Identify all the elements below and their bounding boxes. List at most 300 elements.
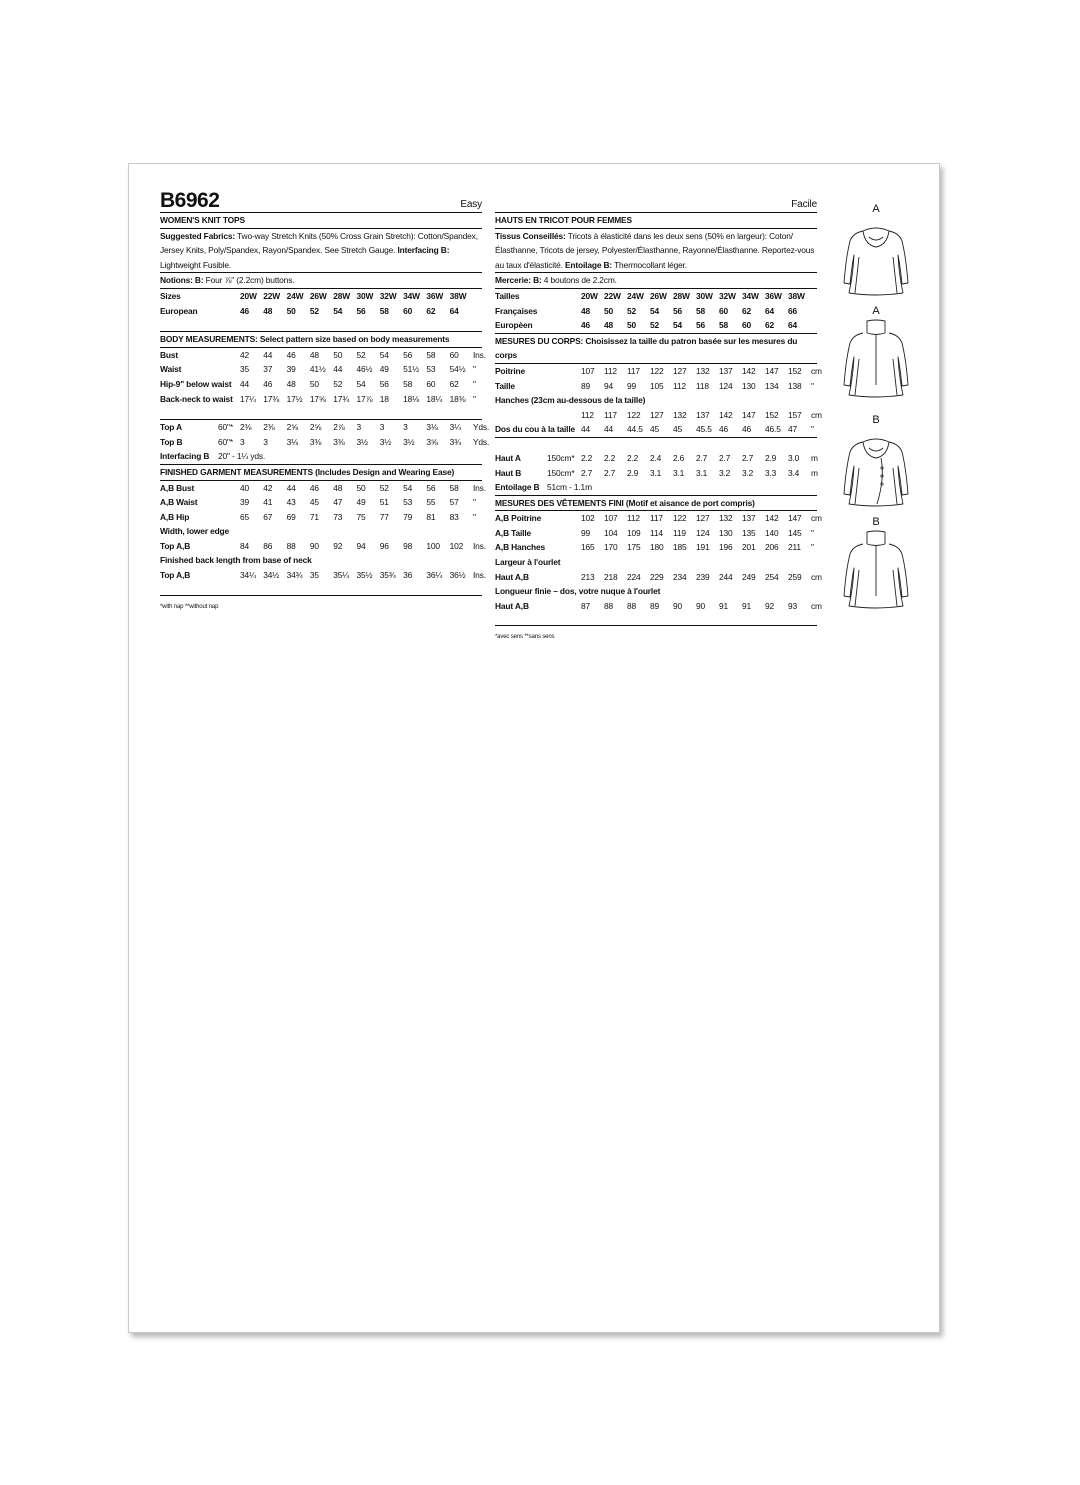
cell: 44 bbox=[286, 482, 296, 493]
unit: " bbox=[472, 393, 476, 404]
funnel-collar bbox=[867, 320, 885, 335]
cell: 3⅜ bbox=[333, 436, 345, 447]
interfacing-text: Lightweight Fusible. bbox=[160, 259, 232, 270]
cell: 92 bbox=[765, 600, 775, 611]
french-row bbox=[495, 304, 817, 319]
fabric-width: 60"* bbox=[218, 436, 233, 447]
cell: 89 bbox=[650, 600, 660, 611]
cell: 114 bbox=[650, 527, 663, 538]
row-values bbox=[581, 511, 811, 526]
cell: 60 bbox=[719, 305, 729, 316]
cell: 50 bbox=[604, 305, 614, 316]
divider bbox=[160, 583, 482, 596]
cell: 94 bbox=[356, 540, 366, 551]
cell: 206 bbox=[765, 542, 779, 553]
row-values bbox=[240, 481, 473, 496]
cell: 124 bbox=[696, 527, 710, 538]
row-label: Bust bbox=[160, 349, 179, 360]
size-chart-en bbox=[160, 289, 482, 318]
cell: 54 bbox=[379, 349, 389, 360]
cell: 137 bbox=[696, 409, 710, 420]
sizes-row bbox=[495, 289, 817, 304]
cell: 134 bbox=[765, 380, 779, 391]
unit: m bbox=[811, 452, 818, 463]
cell: 18⅛ bbox=[403, 393, 419, 404]
row-values bbox=[581, 466, 811, 481]
row-values bbox=[581, 289, 811, 304]
fabrics-paragraph-fr bbox=[495, 229, 817, 274]
cell: 2.7 bbox=[719, 452, 731, 463]
cell: 34W bbox=[742, 290, 759, 301]
cell: 17½ bbox=[286, 393, 303, 404]
yardage-fr bbox=[495, 438, 817, 496]
cell: 36¼ bbox=[426, 570, 443, 581]
cell: 35½ bbox=[356, 570, 373, 581]
cell: 127 bbox=[673, 365, 687, 376]
cell: 46 bbox=[240, 305, 250, 316]
cell: 50 bbox=[309, 378, 319, 389]
row-values bbox=[240, 377, 473, 392]
cell: 35 bbox=[240, 364, 250, 375]
cell: 90 bbox=[673, 600, 683, 611]
cell: 3½ bbox=[379, 436, 392, 447]
notions-label: Notions: B: bbox=[160, 275, 204, 286]
cell: 96 bbox=[379, 540, 389, 551]
cell: 20W bbox=[581, 290, 598, 301]
cowl-neck bbox=[863, 228, 889, 247]
interfacing-label: Interfacing B: bbox=[397, 245, 450, 256]
cell: 51 bbox=[379, 497, 389, 508]
cell: 53 bbox=[403, 497, 413, 508]
cell: 20W bbox=[240, 290, 257, 301]
cell: 142 bbox=[765, 513, 779, 524]
cell: 64 bbox=[765, 305, 775, 316]
skill-level: Easy bbox=[460, 199, 482, 210]
finished-row bbox=[160, 495, 482, 510]
cell: 3 bbox=[263, 436, 268, 447]
cell: 98 bbox=[403, 540, 413, 551]
body-row bbox=[160, 392, 482, 407]
cell: 88 bbox=[604, 600, 614, 611]
cell: 99 bbox=[581, 527, 591, 538]
row-label: A,B Hanches bbox=[495, 542, 546, 553]
view-letter: B bbox=[872, 516, 880, 528]
interfacing-row bbox=[495, 480, 817, 496]
cell: 42 bbox=[263, 482, 273, 493]
cell: 122 bbox=[673, 513, 687, 524]
row-label: Hip-9" below waist bbox=[160, 378, 232, 389]
row-values bbox=[240, 348, 473, 363]
row-label: Françaises bbox=[495, 305, 538, 316]
cell: 39 bbox=[240, 497, 250, 508]
cell: 196 bbox=[719, 542, 733, 553]
cell: 185 bbox=[673, 542, 687, 553]
cell: 135 bbox=[742, 527, 756, 538]
cell: 48 bbox=[581, 305, 591, 316]
row-values bbox=[240, 392, 473, 407]
cell: 2⅜ bbox=[263, 422, 275, 433]
cell: 3⅛ bbox=[426, 422, 438, 433]
row-values bbox=[240, 495, 473, 510]
cell: 17⅝ bbox=[309, 393, 326, 404]
princess-seams bbox=[855, 468, 897, 504]
cell: 3.1 bbox=[696, 467, 708, 478]
finished-measurements-en bbox=[160, 481, 486, 583]
cell: 2.6 bbox=[673, 452, 685, 463]
cell: 35¼ bbox=[333, 570, 350, 581]
cell: 48 bbox=[309, 349, 319, 360]
cell: 132 bbox=[673, 409, 687, 420]
cell: 46 bbox=[263, 378, 273, 389]
row-values bbox=[581, 379, 811, 394]
cell: 55 bbox=[426, 497, 436, 508]
length-row bbox=[495, 599, 822, 614]
cell: 54 bbox=[403, 482, 413, 493]
cell: 142 bbox=[719, 409, 733, 420]
width-row bbox=[160, 539, 486, 554]
length-heading: Longueur finie – dos, votre nuque à l'ourlet bbox=[495, 586, 661, 597]
cell: 22W bbox=[604, 290, 621, 301]
yardage-row bbox=[160, 420, 490, 435]
cell: 49 bbox=[356, 497, 366, 508]
cell: 2⅝ bbox=[286, 422, 298, 433]
european-row bbox=[160, 304, 482, 319]
finished-row bbox=[495, 540, 817, 555]
cell: 127 bbox=[650, 409, 664, 420]
cell: 165 bbox=[581, 542, 595, 553]
cell: 46 bbox=[286, 349, 296, 360]
row-label: A,B Waist bbox=[160, 497, 198, 508]
cell: 41 bbox=[263, 497, 273, 508]
cell: 2.7 bbox=[696, 452, 708, 463]
cell: 90 bbox=[696, 600, 706, 611]
cell: 50 bbox=[333, 349, 343, 360]
footnote-en: *with nap **without nap bbox=[160, 603, 219, 610]
cell: 2⅝ bbox=[309, 422, 322, 433]
row-values bbox=[240, 435, 473, 450]
cell: 45 bbox=[309, 497, 319, 508]
cell: 41½ bbox=[309, 364, 326, 375]
row-values bbox=[581, 451, 811, 466]
width-heading: Width, lower edge bbox=[160, 526, 230, 537]
cell: 36W bbox=[765, 290, 782, 301]
cell: 44.5 bbox=[627, 424, 643, 435]
cell: 77 bbox=[379, 511, 389, 522]
row-values bbox=[240, 420, 473, 435]
unit: cm bbox=[811, 409, 822, 420]
cell: 46 bbox=[719, 424, 729, 435]
row-label: Haut B bbox=[495, 467, 522, 478]
cell: 62 bbox=[765, 320, 775, 331]
fabrics-text-fr: Tricots à élasticité dans les deux sens (50% en largeur): Coton/Élasthanne, Tricots de jersey, Polyester/Élasthanne, Rayonne/Élasthanne. Reportez-vous au taux d'élasticité. bbox=[495, 230, 815, 270]
cell: 99 bbox=[627, 380, 637, 391]
size-chart-fr bbox=[495, 289, 817, 334]
european-row bbox=[495, 318, 817, 334]
cell: 54 bbox=[356, 378, 366, 389]
unit: m bbox=[811, 467, 818, 478]
cell: 30W bbox=[356, 290, 374, 301]
cell: 24W bbox=[627, 290, 644, 301]
row-label: Haut A,B bbox=[495, 571, 529, 582]
cell: 132 bbox=[719, 513, 733, 524]
cell: 28W bbox=[333, 290, 350, 301]
unit: cm bbox=[811, 571, 822, 582]
footnote-fr: *avec sens **sans sens bbox=[495, 634, 555, 641]
cell: 67 bbox=[263, 511, 273, 522]
cell: 56 bbox=[426, 482, 436, 493]
cell: 58 bbox=[719, 320, 729, 331]
cell: 137 bbox=[742, 513, 756, 524]
cell: 17⅞ bbox=[356, 393, 373, 404]
funnel-collar bbox=[867, 531, 885, 546]
cell: 140 bbox=[765, 527, 779, 538]
cell: 36½ bbox=[449, 570, 466, 581]
row-values bbox=[240, 289, 473, 304]
row-label: A,B Poitrine bbox=[495, 513, 542, 524]
cell: 32W bbox=[719, 290, 736, 301]
unit: " bbox=[811, 424, 814, 435]
row-label: Haut A,B bbox=[495, 600, 529, 611]
cell: 44 bbox=[581, 424, 591, 435]
cell: 48 bbox=[263, 305, 273, 316]
body-measurements-en bbox=[160, 348, 486, 406]
cell: 2⅞ bbox=[333, 422, 345, 433]
cell: 79 bbox=[403, 511, 413, 522]
cell: 38W bbox=[788, 290, 805, 301]
row-label: Tailles bbox=[495, 290, 520, 301]
row-values bbox=[581, 422, 811, 437]
notions-text: Four ⅞" (2.2cm) buttons. bbox=[203, 275, 295, 286]
cell: 40 bbox=[240, 482, 250, 493]
row-text: 51cm - 1.1m bbox=[547, 482, 592, 493]
row-values bbox=[581, 318, 811, 333]
row-label: A,B Bust bbox=[160, 482, 195, 493]
row-values bbox=[240, 510, 473, 525]
cell: 58 bbox=[449, 482, 459, 493]
cell: 180 bbox=[650, 542, 664, 553]
body-measurements-heading: BODY MEASUREMENTS: Select pattern size based on body measurements bbox=[160, 332, 482, 348]
divider bbox=[495, 613, 817, 626]
cell: 46.5 bbox=[765, 424, 781, 435]
cell: 75 bbox=[356, 511, 366, 522]
cell: 34¾ bbox=[286, 570, 303, 581]
top-sketch bbox=[841, 428, 911, 510]
hanches-heading: Hanches (23cm au-dessous de la taille) bbox=[495, 395, 646, 406]
row-values bbox=[581, 526, 811, 541]
interfacing-row bbox=[160, 449, 482, 465]
row-label: Top B bbox=[160, 436, 183, 447]
cell: 56 bbox=[403, 349, 413, 360]
cell: 39 bbox=[286, 364, 296, 375]
cell: 46 bbox=[309, 482, 319, 493]
cell: 117 bbox=[604, 409, 617, 420]
cell: 2.7 bbox=[742, 452, 754, 463]
cell: 57 bbox=[449, 497, 459, 508]
cell: 137 bbox=[719, 365, 733, 376]
cell: 107 bbox=[581, 365, 595, 376]
cell: 112 bbox=[627, 513, 640, 524]
notions-paragraph bbox=[160, 273, 482, 289]
cell: 109 bbox=[627, 527, 641, 538]
cell: 3.2 bbox=[719, 467, 731, 478]
row-label: Europèen bbox=[495, 320, 533, 331]
cell: 56 bbox=[696, 320, 706, 331]
cell: 3.4 bbox=[788, 467, 800, 478]
unit: " bbox=[811, 527, 814, 538]
cell: 3¾ bbox=[449, 436, 462, 447]
header-fr bbox=[495, 190, 817, 213]
fabrics-label: Suggested Fabrics: bbox=[160, 230, 236, 241]
top-sketch bbox=[841, 217, 911, 299]
cell: 54 bbox=[333, 305, 343, 316]
cell: 145 bbox=[788, 527, 802, 538]
cell: 58 bbox=[426, 349, 436, 360]
row-label: Haut A bbox=[495, 452, 521, 463]
cell: 26W bbox=[650, 290, 667, 301]
row-label: Entoilage B bbox=[495, 482, 540, 493]
spacer bbox=[495, 438, 817, 451]
cell: 50 bbox=[627, 320, 637, 331]
cell: 44 bbox=[604, 424, 614, 435]
cell: 130 bbox=[742, 380, 756, 391]
top-sketch bbox=[841, 319, 911, 401]
cell: 93 bbox=[788, 600, 798, 611]
cell: 3⅝ bbox=[426, 436, 438, 447]
cell: 3⅜ bbox=[309, 436, 322, 447]
cowl-fold bbox=[869, 237, 883, 240]
cell: 58 bbox=[379, 305, 389, 316]
cell: 36 bbox=[403, 570, 413, 581]
cell: 138 bbox=[788, 380, 802, 391]
cell: 2.2 bbox=[581, 452, 593, 463]
cell: 124 bbox=[719, 380, 733, 391]
row-values bbox=[240, 539, 473, 554]
body-row bbox=[495, 379, 817, 394]
cell: 112 bbox=[604, 365, 617, 376]
skill-level-fr: Facile bbox=[791, 199, 817, 210]
cell: 51½ bbox=[403, 364, 419, 375]
view-letter: A bbox=[872, 203, 880, 215]
cell: 86 bbox=[263, 540, 273, 551]
width-row bbox=[495, 570, 822, 585]
cell: 2.4 bbox=[650, 452, 662, 463]
cell: 34¼ bbox=[240, 570, 256, 581]
cell: 46½ bbox=[356, 364, 373, 375]
cell: 2.7 bbox=[581, 467, 593, 478]
cell: 3¼ bbox=[449, 422, 462, 433]
cell: 3 bbox=[403, 422, 408, 433]
cell: 87 bbox=[581, 600, 591, 611]
cell: 239 bbox=[696, 571, 710, 582]
row-values bbox=[581, 570, 811, 585]
finished-heading-fr: MESURES DES VÊTEMENTS FINI (Motif et aisance de port compris) bbox=[495, 496, 817, 512]
cell: 3.3 bbox=[765, 467, 777, 478]
cell: 54½ bbox=[449, 364, 466, 375]
princess-seams bbox=[855, 257, 897, 293]
cell: 34W bbox=[403, 290, 420, 301]
cell: 64 bbox=[788, 320, 798, 331]
cell: 54 bbox=[673, 320, 683, 331]
notions-text-fr: 4 boutons de 2.2cm. bbox=[541, 275, 617, 286]
row-label: Interfacing B bbox=[160, 451, 210, 462]
body-row bbox=[495, 364, 822, 379]
garment-title: WOMEN'S KNIT TOPS bbox=[160, 213, 482, 229]
cell: 224 bbox=[627, 571, 641, 582]
cell: 54 bbox=[650, 305, 660, 316]
cell: 112 bbox=[673, 380, 686, 391]
cell: 52 bbox=[379, 482, 389, 493]
cell: 191 bbox=[696, 542, 710, 553]
cell: 175 bbox=[627, 542, 641, 553]
cell: 48 bbox=[333, 482, 343, 493]
view-letter: B bbox=[872, 414, 880, 426]
cell: 73 bbox=[333, 511, 343, 522]
row-label: A,B Hip bbox=[160, 511, 190, 522]
cell: 49 bbox=[379, 364, 389, 375]
cowl-fold bbox=[869, 448, 883, 451]
cell: 3 bbox=[356, 422, 361, 433]
sleeves-and-body bbox=[844, 231, 908, 295]
french-column bbox=[495, 190, 822, 642]
cell: 3⅛ bbox=[286, 436, 298, 447]
cell: 44 bbox=[240, 378, 250, 389]
cell: 52 bbox=[309, 305, 319, 316]
cell: 17⅜ bbox=[263, 393, 280, 404]
unit: " bbox=[472, 364, 476, 375]
cell: 18 bbox=[379, 393, 389, 404]
cell: 45 bbox=[673, 424, 683, 435]
row-values bbox=[581, 540, 811, 555]
cell: 56 bbox=[356, 305, 366, 316]
spacer bbox=[160, 406, 482, 420]
row-values bbox=[240, 568, 473, 583]
garment-title-fr: HAUTS EN TRICOT POUR FEMMES bbox=[495, 213, 817, 229]
row-label: Top A,B bbox=[160, 540, 191, 551]
cell: 30W bbox=[696, 290, 713, 301]
body-row bbox=[160, 377, 482, 392]
yardage-row bbox=[160, 435, 490, 450]
sleeves-and-body bbox=[844, 442, 908, 506]
cell: 45.5 bbox=[696, 424, 712, 435]
cell: 2.2 bbox=[627, 452, 639, 463]
cell: 3.0 bbox=[788, 452, 800, 463]
cell: 104 bbox=[604, 527, 618, 538]
cell: 48 bbox=[604, 320, 614, 331]
cell: 91 bbox=[742, 600, 752, 611]
cell: 170 bbox=[604, 542, 618, 553]
cell: 117 bbox=[650, 513, 663, 524]
fabrics-label-fr: Tissus Conseillés: bbox=[495, 230, 566, 241]
cell: 89 bbox=[581, 380, 591, 391]
cell: 52 bbox=[333, 378, 343, 389]
row-label: Back-neck to waist bbox=[160, 393, 233, 404]
cell: 17¾ bbox=[333, 393, 350, 404]
finished-measurements-fr bbox=[495, 511, 822, 613]
cell: 2.2 bbox=[604, 452, 616, 463]
pattern-number: B6962 bbox=[160, 189, 220, 212]
cell: 56 bbox=[379, 378, 389, 389]
unit: Ins. bbox=[472, 349, 486, 360]
finished-row bbox=[160, 481, 486, 496]
yardage-row bbox=[495, 466, 817, 481]
cell: 26W bbox=[309, 290, 327, 301]
cell: 229 bbox=[650, 571, 664, 582]
unit: " bbox=[811, 542, 814, 553]
unit: Yds. bbox=[472, 436, 490, 447]
cell: 44 bbox=[263, 349, 273, 360]
cell: 35¾ bbox=[379, 570, 396, 581]
body-row bbox=[160, 348, 486, 363]
